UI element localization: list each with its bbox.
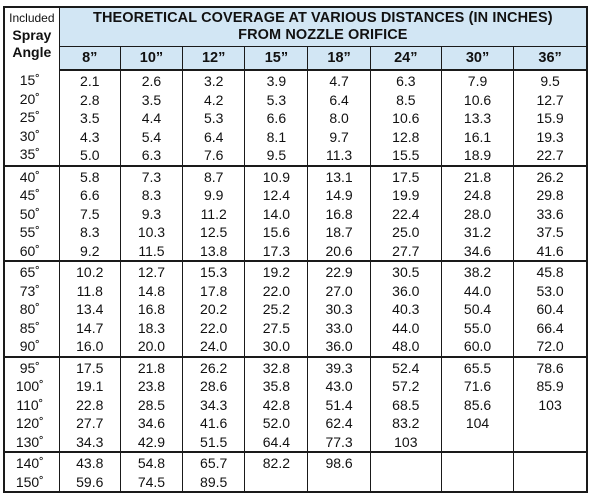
coverage-value: 40.3	[392, 301, 420, 317]
distance-header: 8”	[59, 47, 120, 71]
distance-header: 15”	[245, 47, 308, 71]
coverage-value: 37.5	[536, 224, 564, 240]
coverage-value: 11.8	[76, 282, 103, 299]
coverage-cell	[59, 70, 120, 166]
coverage-value: 11.3	[325, 147, 353, 163]
distance-header: 18”	[308, 47, 370, 71]
table-title-line2: FROM NOZZLE ORIFICE	[238, 27, 408, 43]
coverage-value: 15.9	[536, 110, 564, 126]
coverage-value: 6.6	[80, 187, 100, 203]
coverage-cell	[59, 452, 120, 492]
angle-value: 110˚	[16, 396, 44, 413]
angle-cell	[4, 452, 59, 492]
coverage-value: 14.7	[76, 319, 104, 336]
angle-header-line2: Spray	[12, 27, 52, 43]
coverage-cell	[245, 357, 308, 453]
coverage-value: 30.3	[325, 301, 353, 317]
coverage-value: 43.0	[325, 378, 353, 394]
coverage-value: 45.8	[536, 264, 564, 280]
coverage-value: 12.7	[536, 91, 564, 108]
coverage-cell	[441, 166, 513, 262]
coverage-cell	[120, 261, 182, 357]
coverage-table	[3, 6, 588, 493]
coverage-value: 10.6	[392, 110, 420, 126]
distance-header: 30”	[441, 47, 513, 71]
coverage-value: 5.3	[203, 110, 224, 126]
coverage-value: 3.9	[266, 73, 287, 89]
coverage-cell	[441, 70, 513, 166]
distance-header: 10”	[120, 47, 182, 71]
coverage-table-container	[3, 6, 588, 494]
coverage-cell	[308, 261, 370, 357]
coverage-value: 2.8	[80, 91, 100, 108]
coverage-value: 34.3	[200, 396, 228, 413]
coverage-value: 33.6	[536, 205, 564, 222]
coverage-value: 72.0	[536, 338, 564, 354]
coverage-value: 14.8	[137, 282, 166, 299]
coverage-value: 9.9	[203, 187, 224, 203]
table-title-line1: THEORETICAL COVERAGE AT VARIOUS DISTANCES (IN INCHES)	[93, 10, 553, 26]
coverage-value: 78.6	[536, 359, 564, 376]
coverage-cell	[441, 261, 513, 357]
coverage-value: 27.5	[262, 319, 290, 336]
coverage-cell	[308, 357, 370, 453]
coverage-value: 7.3	[141, 168, 162, 185]
coverage-value: 71.6	[463, 378, 492, 394]
coverage-value: 26.2	[536, 168, 564, 185]
coverage-value	[514, 414, 586, 433]
coverage-value: 7.6	[203, 147, 224, 163]
coverage-value: 5.8	[80, 168, 100, 185]
coverage-cell	[183, 357, 245, 453]
coverage-value	[514, 454, 586, 473]
angle-value: 85˚	[19, 319, 40, 336]
coverage-value: 10.9	[262, 168, 290, 185]
coverage-value: 10.3	[137, 224, 166, 240]
coverage-value: 64.4	[262, 433, 290, 450]
coverage-cell	[245, 70, 308, 166]
coverage-value: 31.2	[463, 224, 492, 240]
distance-header-row	[4, 47, 587, 71]
angle-value: 25˚	[19, 109, 40, 125]
distance-header: 12”	[183, 47, 245, 71]
coverage-value: 48.0	[392, 338, 420, 354]
coverage-cell	[370, 166, 441, 262]
coverage-value: 11.5	[138, 242, 165, 259]
coverage-value: 3.2	[203, 73, 224, 89]
coverage-cell	[183, 261, 245, 357]
coverage-cell	[59, 261, 120, 357]
coverage-value: 20.2	[200, 301, 228, 317]
coverage-value: 9.3	[141, 205, 162, 222]
coverage-value: 22.7	[536, 147, 564, 163]
coverage-value: 24.8	[463, 187, 492, 203]
coverage-value: 25.0	[392, 224, 420, 240]
coverage-value	[245, 473, 307, 492]
coverage-cell	[120, 452, 182, 492]
coverage-value: 26.2	[200, 359, 228, 376]
coverage-value: 20.6	[325, 242, 353, 259]
coverage-value: 66.4	[536, 319, 564, 336]
coverage-value: 30.0	[262, 338, 290, 354]
coverage-value: 10.2	[76, 264, 104, 280]
coverage-value: 18.7	[325, 224, 353, 240]
angle-value: 90˚	[19, 338, 40, 354]
coverage-value: 17.3	[262, 242, 290, 259]
coverage-value: 7.5	[80, 205, 100, 222]
coverage-value: 12.8	[392, 128, 420, 145]
coverage-value: 18.9	[463, 147, 492, 163]
distance-header: 36”	[514, 47, 587, 71]
coverage-value	[442, 473, 513, 492]
coverage-value: 2.1	[80, 73, 100, 89]
coverage-value: 3.5	[80, 110, 100, 126]
coverage-cell	[183, 70, 245, 166]
coverage-value: 53.0	[536, 282, 564, 299]
coverage-value: 15.6	[262, 224, 290, 240]
angle-header-line1: Included	[9, 11, 55, 25]
angle-value: 140˚	[15, 455, 44, 471]
coverage-value: 27.7	[392, 242, 420, 259]
coverage-value: 25.2	[262, 301, 290, 317]
coverage-value: 22.4	[392, 205, 420, 222]
coverage-value: 22.0	[262, 282, 290, 299]
coverage-cell	[245, 452, 308, 492]
coverage-value: 14.9	[325, 187, 353, 203]
coverage-value: 4.4	[141, 110, 162, 126]
coverage-cell	[308, 452, 370, 492]
coverage-value: 8.7	[203, 168, 224, 185]
coverage-value: 17.8	[200, 282, 228, 299]
coverage-value: 4.3	[80, 128, 100, 145]
angle-cell	[4, 261, 59, 357]
angle-value: 50˚	[19, 205, 40, 222]
angle-value: 30˚	[19, 127, 40, 144]
coverage-value: 23.8	[137, 378, 166, 394]
coverage-cell	[441, 452, 513, 492]
angle-group-row	[4, 70, 587, 166]
coverage-value: 13.8	[200, 242, 228, 259]
coverage-value: 24.0	[200, 338, 228, 354]
coverage-value: 15.3	[200, 264, 228, 280]
coverage-value: 42.9	[137, 433, 166, 450]
angle-group-row	[4, 261, 587, 357]
coverage-value	[442, 454, 513, 473]
coverage-cell	[245, 166, 308, 262]
coverage-value: 39.3	[325, 359, 353, 376]
coverage-value: 34.3	[76, 433, 104, 450]
coverage-value: 82.2	[262, 455, 290, 471]
coverage-cell	[370, 261, 441, 357]
coverage-value: 51.5	[200, 433, 228, 450]
coverage-value: 19.9	[392, 187, 420, 203]
coverage-cell	[120, 70, 182, 166]
angle-value: 73˚	[19, 282, 40, 299]
coverage-value: 3.5	[141, 91, 162, 108]
coverage-cell	[308, 70, 370, 166]
coverage-value: 44.0	[463, 282, 492, 299]
coverage-value: 43.8	[76, 455, 104, 471]
coverage-value: 4.7	[329, 73, 349, 89]
coverage-value: 6.4	[203, 128, 224, 145]
coverage-value: 34.6	[463, 242, 492, 259]
coverage-value	[371, 473, 441, 492]
coverage-value: 41.6	[200, 415, 228, 431]
angle-value: 55˚	[19, 224, 40, 240]
angle-cell	[4, 357, 59, 453]
angle-cell	[4, 166, 59, 262]
angle-value: 35˚	[19, 146, 40, 162]
coverage-value: 98.6	[325, 455, 353, 471]
angle-value: 80˚	[19, 301, 40, 317]
coverage-value: 21.8	[137, 359, 166, 376]
coverage-value: 8.0	[329, 110, 349, 126]
coverage-value: 9.2	[80, 242, 100, 259]
coverage-value: 28.0	[463, 205, 492, 222]
coverage-cell	[308, 166, 370, 262]
coverage-value: 19.1	[76, 378, 104, 394]
coverage-value: 16.1	[463, 128, 492, 145]
angle-value: 95˚	[19, 359, 40, 376]
coverage-value: 59.6	[76, 473, 104, 490]
coverage-value: 5.0	[80, 147, 100, 163]
coverage-cell	[370, 70, 441, 166]
coverage-value: 22.8	[76, 396, 104, 413]
coverage-value: 57.2	[392, 378, 420, 394]
coverage-value	[514, 473, 586, 492]
coverage-cell	[514, 452, 587, 492]
coverage-value: 28.6	[200, 378, 228, 394]
coverage-value: 85.9	[536, 378, 564, 394]
coverage-cell	[441, 357, 513, 453]
coverage-value: 18.3	[137, 319, 166, 336]
coverage-cell	[59, 357, 120, 453]
coverage-value: 9.5	[540, 73, 560, 89]
coverage-value	[442, 433, 513, 452]
coverage-value: 60.4	[536, 301, 564, 317]
coverage-value: 20.0	[137, 338, 166, 354]
coverage-value: 16.8	[325, 205, 353, 222]
coverage-value: 65.5	[463, 359, 492, 376]
coverage-cell	[370, 357, 441, 453]
coverage-value: 34.6	[137, 415, 166, 431]
coverage-cell	[514, 70, 587, 166]
coverage-value: 89.5	[200, 473, 228, 490]
coverage-value: 103	[394, 433, 418, 450]
distance-header: 24”	[370, 47, 441, 71]
coverage-value: 103	[538, 396, 562, 413]
coverage-value: 83.2	[392, 415, 420, 431]
coverage-cell	[183, 452, 245, 492]
coverage-value: 16.0	[76, 338, 104, 354]
coverage-value: 22.0	[200, 319, 228, 336]
angle-value: 15˚	[19, 72, 40, 88]
angle-value: 40˚	[19, 168, 40, 185]
coverage-value: 12.5	[200, 224, 228, 240]
coverage-value: 13.3	[463, 110, 492, 126]
coverage-value: 42.8	[262, 396, 290, 413]
coverage-value: 14.0	[262, 205, 290, 222]
coverage-value: 32.8	[262, 359, 290, 376]
coverage-value: 17.5	[392, 168, 420, 185]
angle-value: 130˚	[15, 433, 44, 450]
coverage-value: 11.2	[200, 205, 227, 222]
coverage-value: 104	[465, 415, 490, 431]
coverage-value: 5.4	[141, 128, 162, 145]
coverage-cell	[514, 261, 587, 357]
coverage-value: 35.8	[262, 378, 290, 394]
table-body	[4, 70, 587, 492]
coverage-cell	[245, 261, 308, 357]
coverage-value: 22.9	[325, 264, 353, 280]
coverage-value: 85.6	[463, 396, 492, 413]
coverage-cell	[120, 357, 182, 453]
coverage-value: 28.5	[137, 396, 166, 413]
coverage-cell	[370, 452, 441, 492]
coverage-value: 6.3	[141, 147, 162, 163]
coverage-value: 8.3	[141, 187, 162, 203]
coverage-cell	[59, 166, 120, 262]
coverage-value	[514, 433, 586, 452]
coverage-value: 52.0	[262, 415, 290, 431]
coverage-value: 12.7	[137, 264, 166, 280]
coverage-value	[308, 473, 369, 492]
angle-group-row	[4, 357, 587, 453]
coverage-value: 27.0	[325, 282, 353, 299]
coverage-value: 8.5	[396, 91, 416, 108]
coverage-value: 30.5	[392, 264, 420, 280]
coverage-value: 27.7	[76, 415, 104, 431]
angle-value: 20˚	[19, 90, 40, 107]
coverage-value: 36.0	[392, 282, 420, 299]
coverage-value: 33.0	[325, 319, 353, 336]
coverage-value: 41.6	[536, 242, 564, 259]
coverage-value: 68.5	[392, 396, 420, 413]
angle-value: 150˚	[15, 473, 44, 490]
coverage-value: 36.0	[325, 338, 353, 354]
coverage-value: 52.4	[392, 359, 420, 376]
coverage-value: 44.0	[392, 319, 420, 336]
coverage-value: 13.1	[325, 168, 353, 185]
coverage-cell	[514, 357, 587, 453]
coverage-cell	[514, 166, 587, 262]
coverage-value: 6.6	[266, 110, 287, 126]
coverage-value: 9.7	[329, 128, 349, 145]
coverage-value: 38.2	[463, 264, 492, 280]
angle-value: 45˚	[19, 187, 40, 203]
coverage-value: 50.4	[463, 301, 492, 317]
coverage-value: 19.2	[262, 264, 290, 280]
table-title	[59, 7, 587, 47]
coverage-cell	[183, 166, 245, 262]
coverage-value: 10.6	[463, 91, 492, 108]
coverage-value: 6.3	[396, 73, 416, 89]
angle-group-row	[4, 166, 587, 262]
angle-cell	[4, 70, 59, 166]
coverage-value: 6.4	[329, 91, 349, 108]
coverage-value: 74.5	[137, 473, 166, 490]
coverage-value: 19.3	[536, 128, 564, 145]
coverage-value: 4.2	[203, 91, 224, 108]
coverage-value: 5.3	[266, 91, 287, 108]
coverage-value: 7.9	[467, 73, 488, 89]
coverage-value: 62.4	[325, 415, 353, 431]
coverage-value: 9.5	[266, 147, 287, 163]
coverage-cell	[120, 166, 182, 262]
coverage-value: 54.8	[137, 455, 166, 471]
coverage-value: 16.8	[137, 301, 166, 317]
coverage-value: 51.4	[325, 396, 353, 413]
coverage-value: 55.0	[463, 319, 492, 336]
coverage-value: 15.5	[392, 147, 420, 163]
coverage-value: 8.1	[266, 128, 287, 145]
coverage-value: 60.0	[463, 338, 492, 354]
angle-header-line3: Angle	[12, 44, 52, 60]
angle-group-row	[4, 452, 587, 492]
coverage-value: 77.3	[325, 433, 353, 450]
coverage-value	[371, 454, 441, 473]
coverage-value: 12.4	[262, 187, 290, 203]
angle-value: 120˚	[15, 415, 44, 431]
angle-header	[4, 7, 59, 70]
coverage-value: 8.3	[80, 224, 100, 240]
coverage-value: 29.8	[536, 187, 564, 203]
coverage-value: 21.8	[463, 168, 492, 185]
coverage-value: 17.5	[76, 359, 104, 376]
angle-value: 100˚	[15, 378, 44, 394]
coverage-value: 13.4	[76, 301, 104, 317]
coverage-value: 2.6	[141, 73, 162, 89]
angle-value: 65˚	[19, 264, 40, 280]
coverage-value: 65.7	[200, 455, 228, 471]
angle-value: 60˚	[19, 242, 40, 259]
